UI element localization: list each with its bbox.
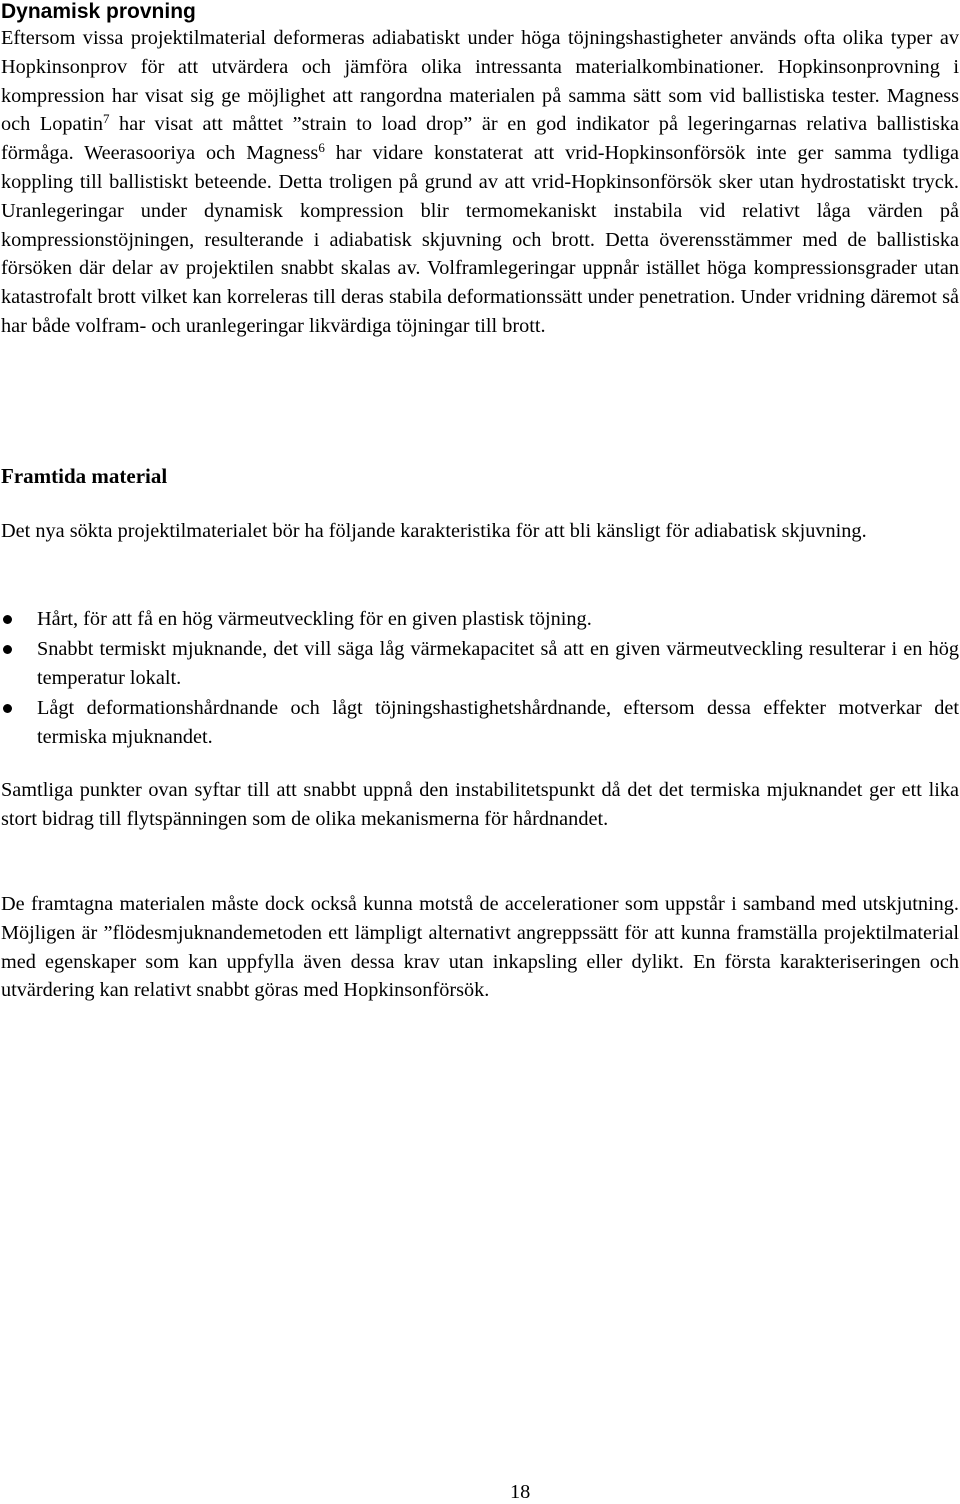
paragraph-text-part: Eftersom vissa projektilmaterial deformeras adiabatiskt under höga töjningshastigheter används ofta olika typer av Hopkinsonprov för att utvärdera och jämföra olika intressanta materialkombinationer. Hopkinsonprovning i kompression har visat sig ge möjlighet att rangordna materialen på samma sätt som vid ballistiska tester. Magness och Lopatin (1, 27, 959, 136)
paragraph-text-part: har vidare konstaterat att vrid-Hopkinsonförsök inte ger samma tydliga koppling till ballistiskt beteende. Detta troligen på grund av att vrid-Hopkinsonförsök sker utan hydrostatiskt tryck. Uranlegeringar under dynamisk kompression blir termomekaniskt instabila vid relativt låga värden på kompressionstöjningen, resulterande i adiabatisk skjuvning och brott. Detta överensstämmer med de ballistiska försöken där delar av projektilen snabbt skalas av. Volframlegeringar uppnår istället höga kompressionsgrader utan katastrofalt brott vilket kan korreleras till deras stabila deformationssätt under penetration. Under vridning däremot så har både volfram- och uranlegeringar likvärdiga töjningar till brott. (1, 142, 959, 337)
list-item-text: Lågt deformationshårdnande och lågt töjningshastighetshårdnande, eftersom dessa effekter motverkar det termiska mjuknandet. (37, 697, 959, 748)
list-item-text: Hårt, för att få en hög värmeutveckling för en given plastisk töjning. (37, 608, 592, 630)
bullet-icon (3, 615, 12, 624)
characteristics-list (0, 605, 960, 753)
paragraph-framtagna-material: De framtagna materialen måste dock också kunna motstå de accelerationer som uppstår i samband med utskjutning. Möjligen är ”flödesmjuknandemetoden ett lämpligt alternativt angreppssätt för att kunna framställa projektilmaterial med egenskaper som kan uppfylla även dessa krav utan inkapsling eller dylikt. En första karakteriseringen och utvärdering kan relativt snabbt göras med Hopkinsonförsök. (1, 893, 959, 1002)
section-heading-framtida-material: Framtida material (1, 464, 168, 488)
paragraph-framtida-intro: Det nya sökta projektilmaterialet bör ha följande karakteristika för att bli känsligt för adiabatisk skjuvning. (1, 520, 867, 542)
section-heading-dynamisk-provning: Dynamisk provning (1, 0, 196, 23)
list-item (0, 605, 959, 634)
bullet-icon (3, 704, 12, 713)
footnote-ref-7: 7 (102, 111, 110, 127)
footnote-ref-6: 6 (318, 140, 325, 156)
paragraph-dynamisk-provning (1, 24, 959, 341)
bullet-icon (3, 645, 12, 654)
list-item (0, 635, 959, 693)
list-item (0, 694, 959, 752)
list-item-text: Snabbt termiskt mjuknande, det vill säga låg värmekapacitet så att en given värmeutveckling resulterar i en hög temperatur lokalt. (37, 638, 959, 689)
paragraph-samtliga-punkter: Samtliga punkter ovan syftar till att snabbt uppnå den instabilitetspunkt då det det termiska mjuknandet ger ett lika stort bidrag till flytspänningen som de olika mekanismerna för hårdnandet. (1, 779, 959, 830)
paragraph-text-part: har visat att måttet ”strain to load drop” är en god indikator på legeringarnas relativa ballistiska förmåga. Weerasooriya och Magness (1, 113, 960, 165)
page-number: 18 (510, 1481, 531, 1503)
